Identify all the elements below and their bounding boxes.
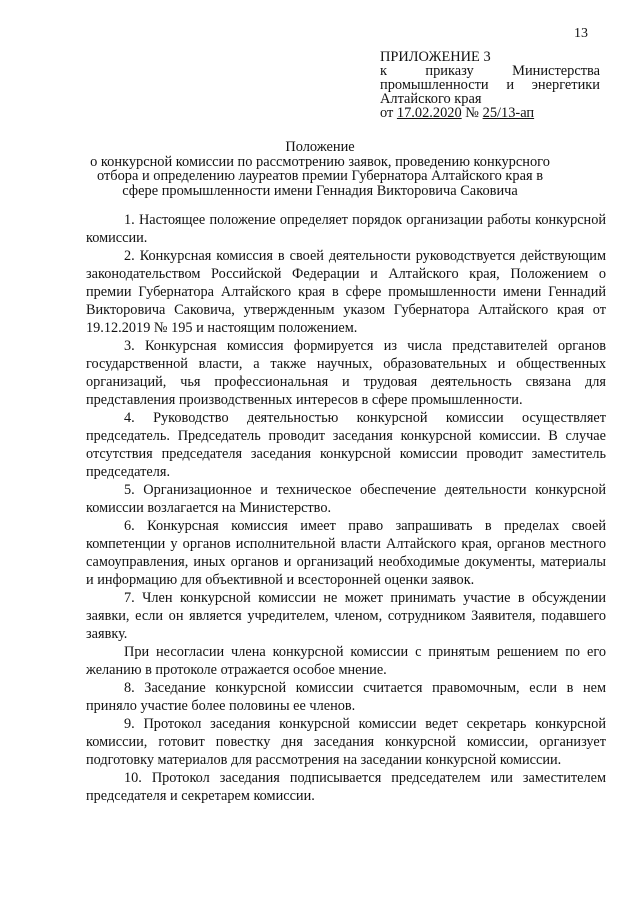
paragraph-3: 3. Конкурсная комиссия формируется из числа представителей органов государственной власти, а также научных, образовательных и общественных организаций, чья профессиональная и трудовая деятельность связана для представления производственных интересов в сфере промышленности. xyxy=(86,338,606,408)
appendix-word: приказу xyxy=(425,63,474,79)
number-sign: № xyxy=(465,105,480,121)
date-prefix: от xyxy=(380,105,394,121)
order-date: 17.02.2020 xyxy=(396,105,462,121)
paragraph-1: 1. Настоящее положение определяет порядок организации работы конкурсной комиссии. xyxy=(86,212,606,246)
paragraph-7: 7. Член конкурсной комиссии не может принимать участие в обсуждении заявки, если он является учредителем, членом, сотрудником Заявителя, подавшего заявку. xyxy=(86,590,606,642)
appendix-line-1 xyxy=(380,64,600,78)
title-line: о конкурсной комиссии по рассмотрению заявок, проведению конкурсного xyxy=(90,153,550,170)
appendix-word: к xyxy=(380,63,387,79)
document-title xyxy=(40,140,600,198)
appendix-line-2 xyxy=(380,78,600,92)
paragraph-7-note: При несогласии члена конкурсной комиссии с принятым решением по его желанию в протоколе отражается особое мнение. xyxy=(86,644,606,678)
paragraph-9: 9. Протокол заседания конкурсной комиссии ведет секретарь конкурсной комиссии, готовит повестку дня заседания конкурсной комиссии, организует подготовку материалов для рассмотрения на заседании конкурсной комиссии. xyxy=(86,716,606,768)
paragraph-8: 8. Заседание конкурсной комиссии считается правомочным, если в нем приняло участие более половины ее членов. xyxy=(86,680,606,714)
appendix-word: энергетики xyxy=(531,77,600,93)
document-body xyxy=(86,211,606,805)
paragraph-2: 2. Конкурсная комиссия в своей деятельности руководствуется действующим законодательством Российской Федерации и Алтайского края, Положением о премии Губернатора Алтайского края в сфере промышленности имени Геннадий Викторовича Саковича, утвержденным указом Губернатора Алтайского края от 19.12.2019 № 195 и настоящим положением. xyxy=(86,248,606,336)
order-number: 25/13-ап xyxy=(482,105,535,121)
paragraph-5: 5. Организационное и техническое обеспечение деятельности конкурсной комиссии возлагается на Министерство. xyxy=(86,482,606,516)
appendix-title: ПРИЛОЖЕНИЕ 3 xyxy=(380,49,491,65)
page-number: 13 xyxy=(574,26,588,41)
appendix-date-line xyxy=(380,106,600,120)
title-line: отбора и определению лауреатов премии Губернатора Алтайского края в xyxy=(96,168,544,184)
appendix-header xyxy=(380,50,600,120)
title-line: сфере промышленности имени Геннадия Викторовича Саковича xyxy=(122,182,518,199)
appendix-word: Министерства xyxy=(512,63,600,79)
title-line: Положение xyxy=(285,139,355,155)
paragraph-4: 4. Руководство деятельностью конкурсной комиссии осуществляет председатель. Председатель проводит заседания конкурсной комиссии. В случае отсутствия председателя заседания конкурсной комиссии проводит заместитель председателя. xyxy=(86,410,606,480)
appendix-word: промышленности xyxy=(380,77,489,93)
paragraph-10: 10. Протокол заседания подписывается председателем или заместителем председателя и секретарем комиссии. xyxy=(86,770,606,804)
appendix-word: и xyxy=(506,77,515,93)
paragraph-6: 6. Конкурсная комиссия имеет право запрашивать в пределах своей компетенции у органов исполнительной власти Алтайского края, органов местного самоуправления, иных органов и организаций необходимые документы, материалы и информацию для объективной и всесторонней оценки заявок. xyxy=(86,518,606,588)
appendix-line-3: Алтайского края xyxy=(380,91,482,107)
